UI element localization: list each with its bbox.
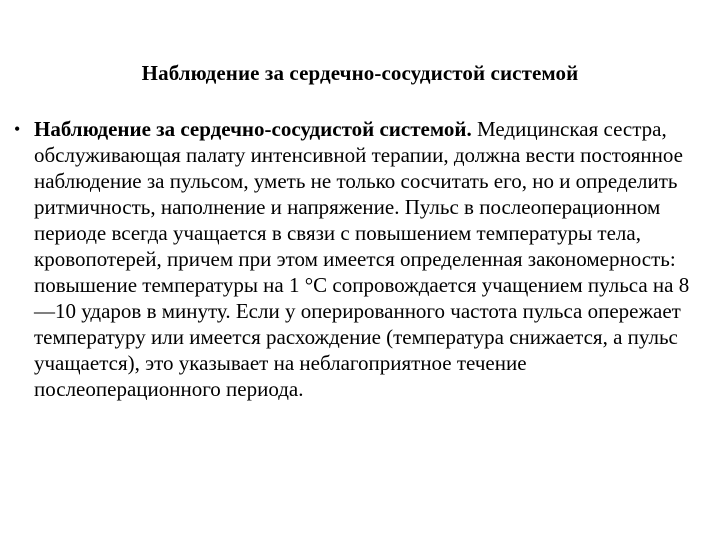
bullet-marker: • (14, 119, 21, 139)
bullet-list (14, 116, 708, 402)
bullet-body-text: Медицинская сестра, обслуживающая палату интенсивной терапии, должна вести постоянное наблюдение за пульсом, уметь не только сосчитать его, но и определить ритмичность, наполнение и напряжение. Пульс в послеоперационном периоде всегда учащается в связи с повышением температуры тела, кровопотерей, причем при этом имеется определенная закономерность: повышение температуры на 1 °С сопровождается учащением пульса на 8—10 ударов в минуту. Если у оперированного частота пульса опережает температуру или имеется расхождение (температура снижается, а пульс учащается), это указывает на неблагоприятное течение послеоперационного периода. (34, 117, 690, 401)
bullet-item (14, 116, 708, 402)
slide-title: Наблюдение за сердечно-сосудистой системой (141, 61, 579, 85)
bullet-lead-text: Наблюдение за сердечно-сосудистой системой. (34, 117, 472, 141)
